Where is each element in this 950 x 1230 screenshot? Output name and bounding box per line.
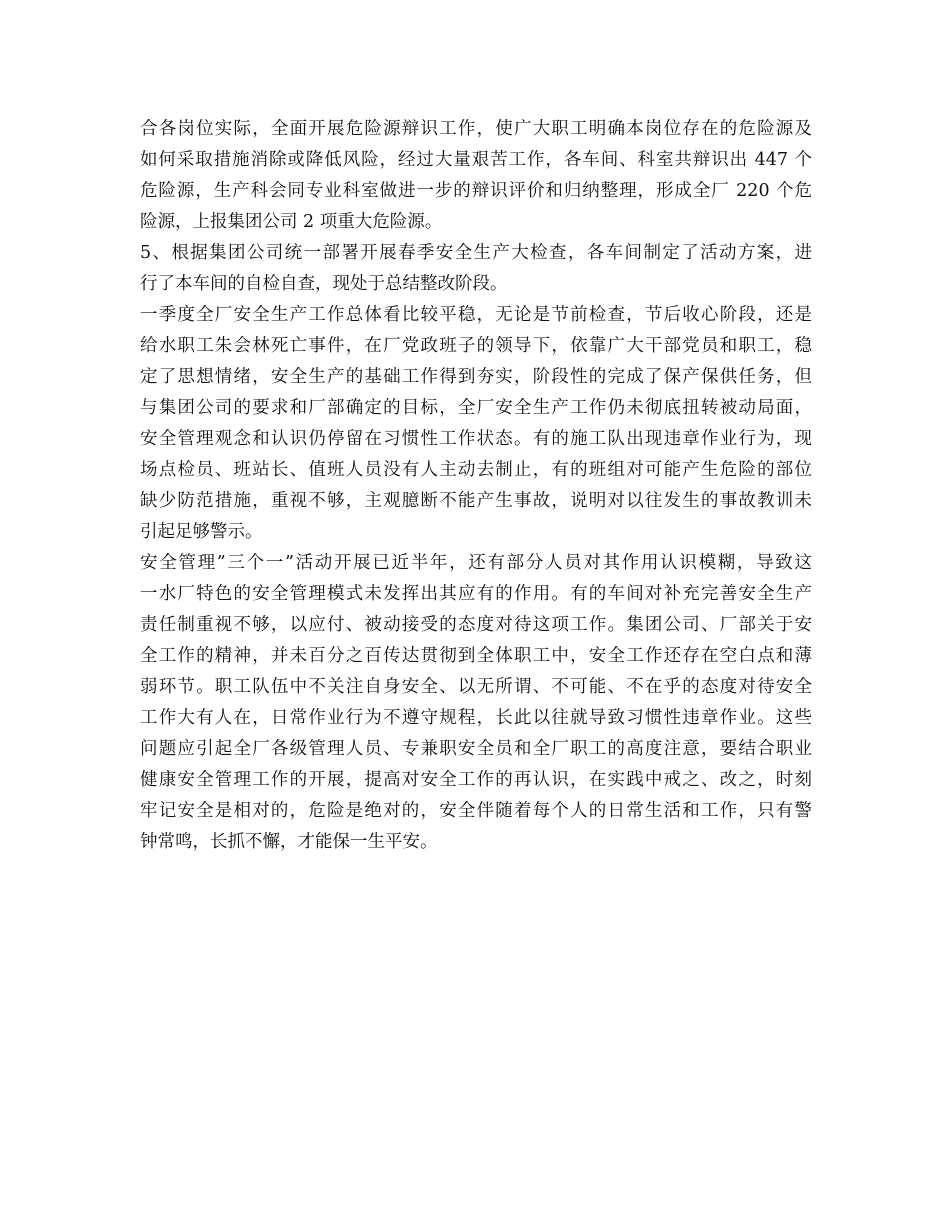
- text-line: 安全管理观念和认识仍停留在习惯性工作状态。有的施工队出现违章作业行为，现: [140, 429, 812, 449]
- text-line: 工作大有人在，日常作业行为不遵守规程，长此以往就导致习惯性违章作业。这些: [140, 708, 812, 728]
- text-line: 牢记安全是相对的，危险是绝对的，安全伴随着每个人的日常生活和工作，只有警: [140, 801, 812, 821]
- text-line: 钟常鸣，长抓不懈，才能保一生平安。: [140, 832, 438, 852]
- document-body: [140, 114, 812, 858]
- text-line: 场点检员、班站长、值班人员没有人主动去制止，有的班组对可能产生危险的部位: [140, 460, 812, 480]
- text-line: 险源，上报集团公司 2 项重大危险源。: [140, 212, 443, 232]
- text-line: 弱环节。职工队伍中不关注自身安全、以无所谓、不可能、不在乎的态度对待安全: [140, 677, 812, 697]
- text-line: 健康安全管理工作的开展，提高对安全工作的再认识，在实践中戒之、改之，时刻: [140, 770, 812, 790]
- text-line: 合各岗位实际，全面开展危险源辩识工作，使广大职工明确本岗位存在的危险源及: [140, 119, 812, 139]
- paragraph-quarter-summary: [140, 300, 812, 548]
- text-line: 行了本车间的自检自查，现处于总结整改阶段。: [140, 274, 508, 294]
- text-line: 一水厂特色的安全管理模式未发挥出其应有的作用。有的车间对补充完善安全生产: [140, 584, 812, 604]
- paragraph-hazard-identification: [140, 114, 812, 238]
- paragraph-spring-inspection: [140, 238, 812, 300]
- text-line: 引起足够警示。: [140, 522, 263, 542]
- text-line: 定了思想情绪，安全生产的基础工作得到夯实，阶段性的完成了保产保供任务，但: [140, 367, 812, 387]
- text-line: 5、根据集团公司统一部署开展春季安全生产大检查，各车间制定了活动方案，进: [140, 243, 812, 263]
- text-line: 全工作的精神，并未百分之百传达贯彻到全体职工中，安全工作还存在空白点和薄: [140, 646, 812, 666]
- text-line: 责任制重视不够，以应付、被动接受的态度对待这项工作。集团公司、厂部关于安: [140, 615, 812, 635]
- text-line: 如何采取措施消除或降低风险，经过大量艰苦工作，各车间、科室共辩识出 447 个: [140, 150, 812, 170]
- text-line: 缺少防范措施，重视不够，主观臆断不能产生事故，说明对以往发生的事故教训未: [140, 491, 812, 511]
- text-line: 一季度全厂安全生产工作总体看比较平稳，无论是节前检查，节后收心阶段，还是: [140, 305, 812, 325]
- text-line: 危险源，生产科会同专业科室做进一步的辩识评价和归纳整理，形成全厂 220 个危: [140, 181, 812, 201]
- paragraph-three-ones-activity: [140, 548, 812, 858]
- text-line: 与集团公司的要求和厂部确定的目标，全厂安全生产工作仍未彻底扭转被动局面，: [140, 398, 812, 418]
- text-line: 问题应引起全厂各级管理人员、专兼职安全员和全厂职工的高度注意，要结合职业: [140, 739, 812, 759]
- text-line: 安全管理”三个一”活动开展已近半年，还有部分人员对其作用认识模糊，导致这: [140, 553, 812, 573]
- text-line: 给水职工朱会林死亡事件，在厂党政班子的领导下，依靠广大干部党员和职工，稳: [140, 336, 812, 356]
